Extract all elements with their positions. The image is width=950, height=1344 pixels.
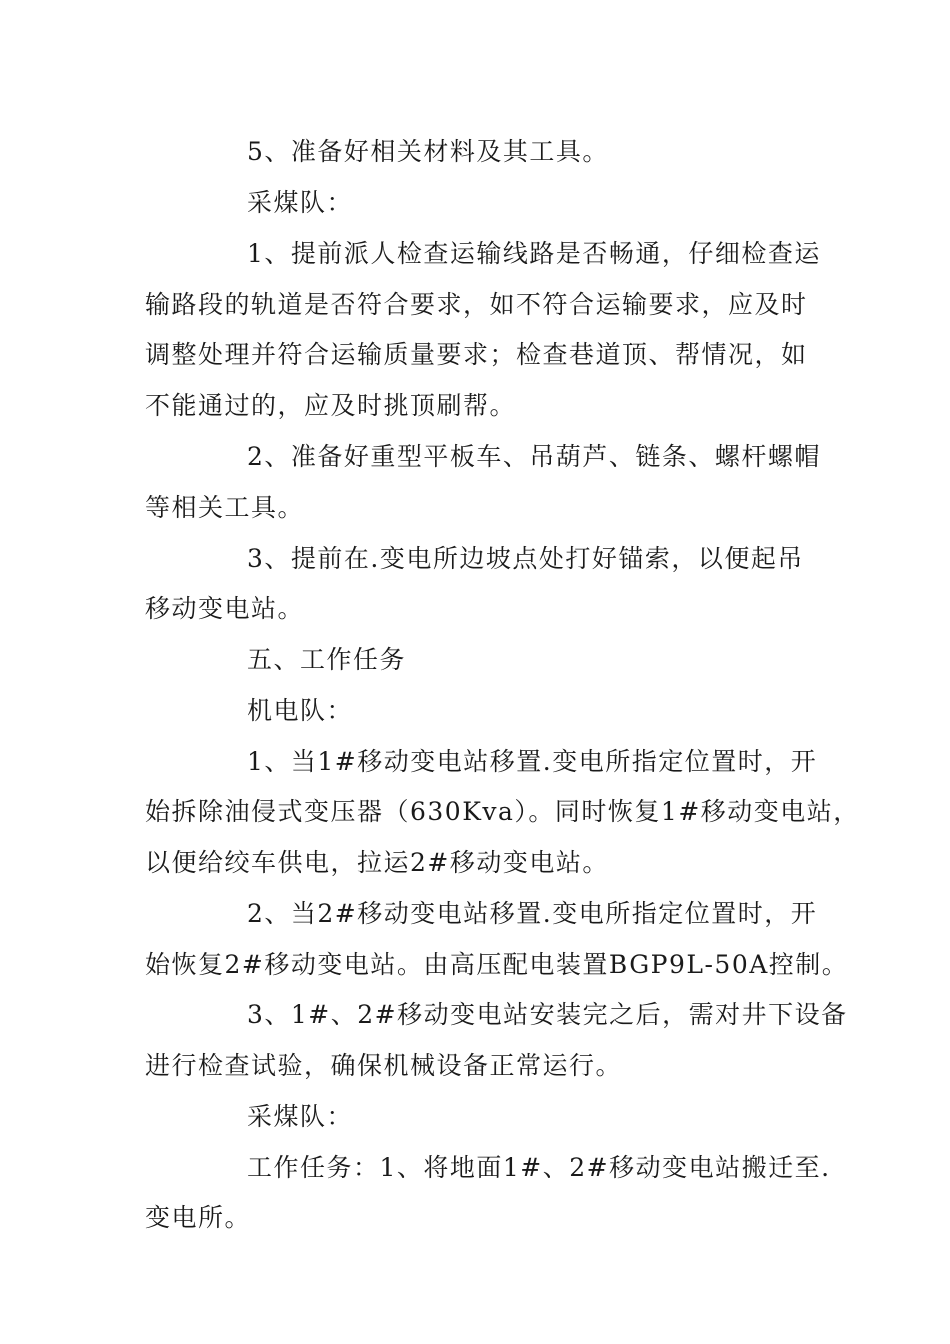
- text-line: 变电所。: [145, 1203, 252, 1232]
- text-line: 始恢复2#移动变电站。由高压配电装置BGP9L-50A控制。: [145, 950, 849, 979]
- text-line: 移动变电站。: [145, 594, 305, 623]
- text-line: 1、提前派人检查运输线路是否畅通，仔细检查运: [247, 239, 821, 268]
- text-line: 1、当1#移动变电站移置.变电所指定位置时，开: [247, 747, 818, 776]
- text-line: 采煤队：: [247, 188, 354, 217]
- text-line: 等相关工具。: [145, 493, 305, 522]
- text-line: 2、准备好重型平板车、吊葫芦、链条、螺杆螺帽: [247, 442, 821, 471]
- text-line: 进行检查试验，确保机械设备正常运行。: [145, 1051, 623, 1080]
- text-line: 不能通过的，应及时挑顶刷帮。: [145, 391, 517, 420]
- text-line: 5、准备好相关材料及其工具。: [247, 137, 609, 166]
- text-line: 工作任务：1、将地面1#、2#移动变电站搬迁至.: [247, 1153, 831, 1182]
- text-line: 输路段的轨道是否符合要求，如不符合运输要求，应及时: [145, 290, 808, 319]
- section-heading: 五、工作任务: [247, 645, 407, 674]
- text-line: 始拆除油侵式变压器（630Kva）。同时恢复1#移动变电站，: [145, 797, 860, 826]
- text-line: 以便给绞车供电，拉运2#移动变电站。: [145, 848, 609, 877]
- text-line: 2、当2#移动变电站移置.变电所指定位置时，开: [247, 899, 818, 928]
- text-line: 调整处理并符合运输质量要求；检查巷道顶、帮情况，如: [145, 340, 808, 369]
- text-line: 3、提前在.变电所边坡点处打好锚索，以便起吊: [247, 544, 804, 573]
- text-line: 采煤队：: [247, 1102, 354, 1131]
- text-line: 3、1#、2#移动变电站安装完之后，需对井下设备: [247, 1000, 848, 1029]
- text-line: 机电队：: [247, 696, 354, 725]
